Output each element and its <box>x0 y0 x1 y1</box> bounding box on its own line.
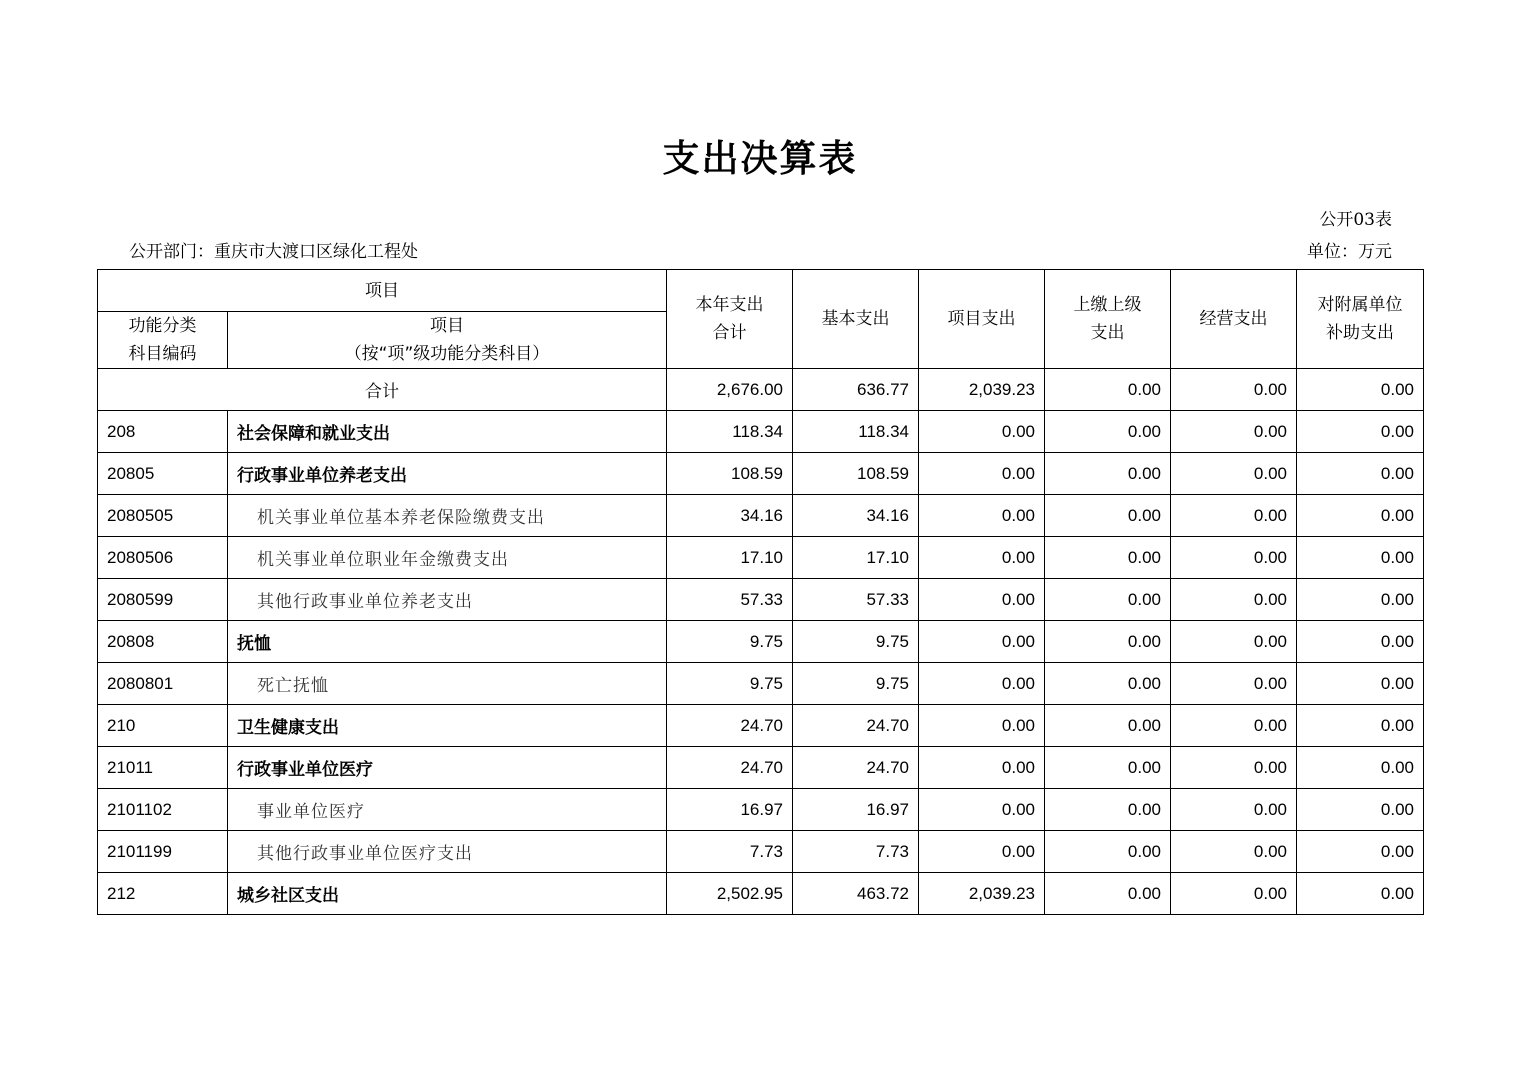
row-code: 208 <box>98 411 228 453</box>
header-subsidy: 对附属单位 补助支出 <box>1297 270 1424 369</box>
row-value: 0.00 <box>1297 495 1424 537</box>
total-label: 合计 <box>98 369 667 411</box>
row-value: 0.00 <box>1297 705 1424 747</box>
row-value: 0.00 <box>919 579 1045 621</box>
row-value: 2,039.23 <box>919 873 1045 915</box>
row-value: 0.00 <box>1171 747 1297 789</box>
row-value: 0.00 <box>1171 873 1297 915</box>
table-row <box>98 747 1424 789</box>
row-value: 24.70 <box>667 747 793 789</box>
row-name: 其他行政事业单位养老支出 <box>228 579 667 621</box>
row-value: 0.00 <box>919 453 1045 495</box>
expenditure-table <box>97 269 1424 915</box>
row-name: 其他行政事业单位医疗支出 <box>228 831 667 873</box>
total-cell: 2,676.00 <box>667 369 793 411</box>
row-value: 0.00 <box>1045 747 1171 789</box>
row-value: 0.00 <box>1297 873 1424 915</box>
row-value: 0.00 <box>1045 663 1171 705</box>
unit-label: 单位：万元 <box>1307 242 1392 262</box>
row-value: 0.00 <box>1171 831 1297 873</box>
row-value: 7.73 <box>793 831 919 873</box>
row-name: 社会保障和就业支出 <box>228 411 667 453</box>
row-value: 0.00 <box>1171 663 1297 705</box>
row-name: 事业单位医疗 <box>228 789 667 831</box>
row-value: 108.59 <box>793 453 919 495</box>
table-row <box>98 705 1424 747</box>
row-value: 0.00 <box>1045 411 1171 453</box>
total-cell: 0.00 <box>1297 369 1424 411</box>
row-code: 2080505 <box>98 495 228 537</box>
row-value: 16.97 <box>667 789 793 831</box>
row-value: 0.00 <box>1297 411 1424 453</box>
row-name: 卫生健康支出 <box>228 705 667 747</box>
row-value: 0.00 <box>1171 453 1297 495</box>
total-row <box>98 369 1424 411</box>
row-value: 0.00 <box>1171 537 1297 579</box>
row-value: 24.70 <box>667 705 793 747</box>
row-value: 0.00 <box>1045 453 1171 495</box>
department-label: 公开部门：重庆市大渡口区绿化工程处 <box>129 242 418 262</box>
table-row <box>98 831 1424 873</box>
row-value: 0.00 <box>1297 537 1424 579</box>
total-cell: 636.77 <box>793 369 919 411</box>
table-row <box>98 621 1424 663</box>
header-basic: 基本支出 <box>793 270 919 369</box>
row-value: 463.72 <box>793 873 919 915</box>
row-value: 0.00 <box>919 663 1045 705</box>
row-value: 0.00 <box>1297 621 1424 663</box>
row-value: 0.00 <box>1045 789 1171 831</box>
row-value: 0.00 <box>1297 453 1424 495</box>
row-name: 抚恤 <box>228 621 667 663</box>
row-value: 0.00 <box>1171 495 1297 537</box>
row-name: 死亡抚恤 <box>228 663 667 705</box>
row-value: 0.00 <box>919 537 1045 579</box>
row-value: 118.34 <box>667 411 793 453</box>
row-value: 9.75 <box>667 663 793 705</box>
row-value: 0.00 <box>1171 705 1297 747</box>
total-cell: 0.00 <box>1171 369 1297 411</box>
row-value: 0.00 <box>1171 579 1297 621</box>
row-code: 2080506 <box>98 537 228 579</box>
table-row <box>98 873 1424 915</box>
table-row <box>98 789 1424 831</box>
header-project: 项目支出 <box>919 270 1045 369</box>
row-name: 机关事业单位基本养老保险缴费支出 <box>228 495 667 537</box>
table-row <box>98 537 1424 579</box>
row-name: 机关事业单位职业年金缴费支出 <box>228 537 667 579</box>
row-name: 行政事业单位医疗 <box>228 747 667 789</box>
row-value: 0.00 <box>1297 789 1424 831</box>
row-value: 9.75 <box>793 621 919 663</box>
row-value: 108.59 <box>667 453 793 495</box>
row-value: 16.97 <box>793 789 919 831</box>
row-value: 0.00 <box>919 789 1045 831</box>
table-row <box>98 579 1424 621</box>
total-cell: 0.00 <box>1045 369 1171 411</box>
row-value: 0.00 <box>919 705 1045 747</box>
row-value: 0.00 <box>1045 537 1171 579</box>
row-code: 212 <box>98 873 228 915</box>
row-value: 0.00 <box>1297 579 1424 621</box>
row-value: 0.00 <box>1171 789 1297 831</box>
row-value: 0.00 <box>1045 873 1171 915</box>
row-code: 2080801 <box>98 663 228 705</box>
row-code: 2101102 <box>98 789 228 831</box>
row-value: 0.00 <box>919 495 1045 537</box>
row-value: 34.16 <box>667 495 793 537</box>
row-value: 0.00 <box>1045 621 1171 663</box>
header-item: 项目 <box>98 270 667 312</box>
table-number: 公开03表 <box>1319 210 1392 230</box>
row-value: 0.00 <box>1297 747 1424 789</box>
header-total: 本年支出 合计 <box>667 270 793 369</box>
page-title: 支出决算表 <box>662 137 858 180</box>
table-row <box>98 411 1424 453</box>
row-value: 17.10 <box>667 537 793 579</box>
row-value: 0.00 <box>1171 411 1297 453</box>
row-code: 2080599 <box>98 579 228 621</box>
row-value: 57.33 <box>667 579 793 621</box>
row-value: 9.75 <box>793 663 919 705</box>
row-code: 20808 <box>98 621 228 663</box>
total-cell: 2,039.23 <box>919 369 1045 411</box>
row-code: 21011 <box>98 747 228 789</box>
table-row <box>98 663 1424 705</box>
row-value: 0.00 <box>919 831 1045 873</box>
row-value: 0.00 <box>919 747 1045 789</box>
row-value: 7.73 <box>667 831 793 873</box>
row-value: 0.00 <box>919 411 1045 453</box>
row-code: 210 <box>98 705 228 747</box>
row-value: 0.00 <box>1045 705 1171 747</box>
header-business: 经营支出 <box>1171 270 1297 369</box>
table-row <box>98 495 1424 537</box>
row-value: 24.70 <box>793 705 919 747</box>
header-upper: 上缴上级 支出 <box>1045 270 1171 369</box>
row-value: 0.00 <box>1297 831 1424 873</box>
row-value: 34.16 <box>793 495 919 537</box>
row-value: 24.70 <box>793 747 919 789</box>
row-value: 0.00 <box>1045 495 1171 537</box>
row-name: 行政事业单位养老支出 <box>228 453 667 495</box>
row-code: 2101199 <box>98 831 228 873</box>
row-value: 57.33 <box>793 579 919 621</box>
row-name: 城乡社区支出 <box>228 873 667 915</box>
header-func-code: 功能分类 科目编码 <box>98 312 228 369</box>
row-value: 9.75 <box>667 621 793 663</box>
row-value: 17.10 <box>793 537 919 579</box>
row-value: 0.00 <box>919 621 1045 663</box>
row-value: 0.00 <box>1045 831 1171 873</box>
row-value: 0.00 <box>1297 663 1424 705</box>
row-value: 0.00 <box>1045 579 1171 621</box>
table-row <box>98 453 1424 495</box>
row-value: 2,502.95 <box>667 873 793 915</box>
row-value: 118.34 <box>793 411 919 453</box>
header-item-name: 项目 （按“项”级功能分类科目） <box>228 312 667 369</box>
row-code: 20805 <box>98 453 228 495</box>
row-value: 0.00 <box>1171 621 1297 663</box>
